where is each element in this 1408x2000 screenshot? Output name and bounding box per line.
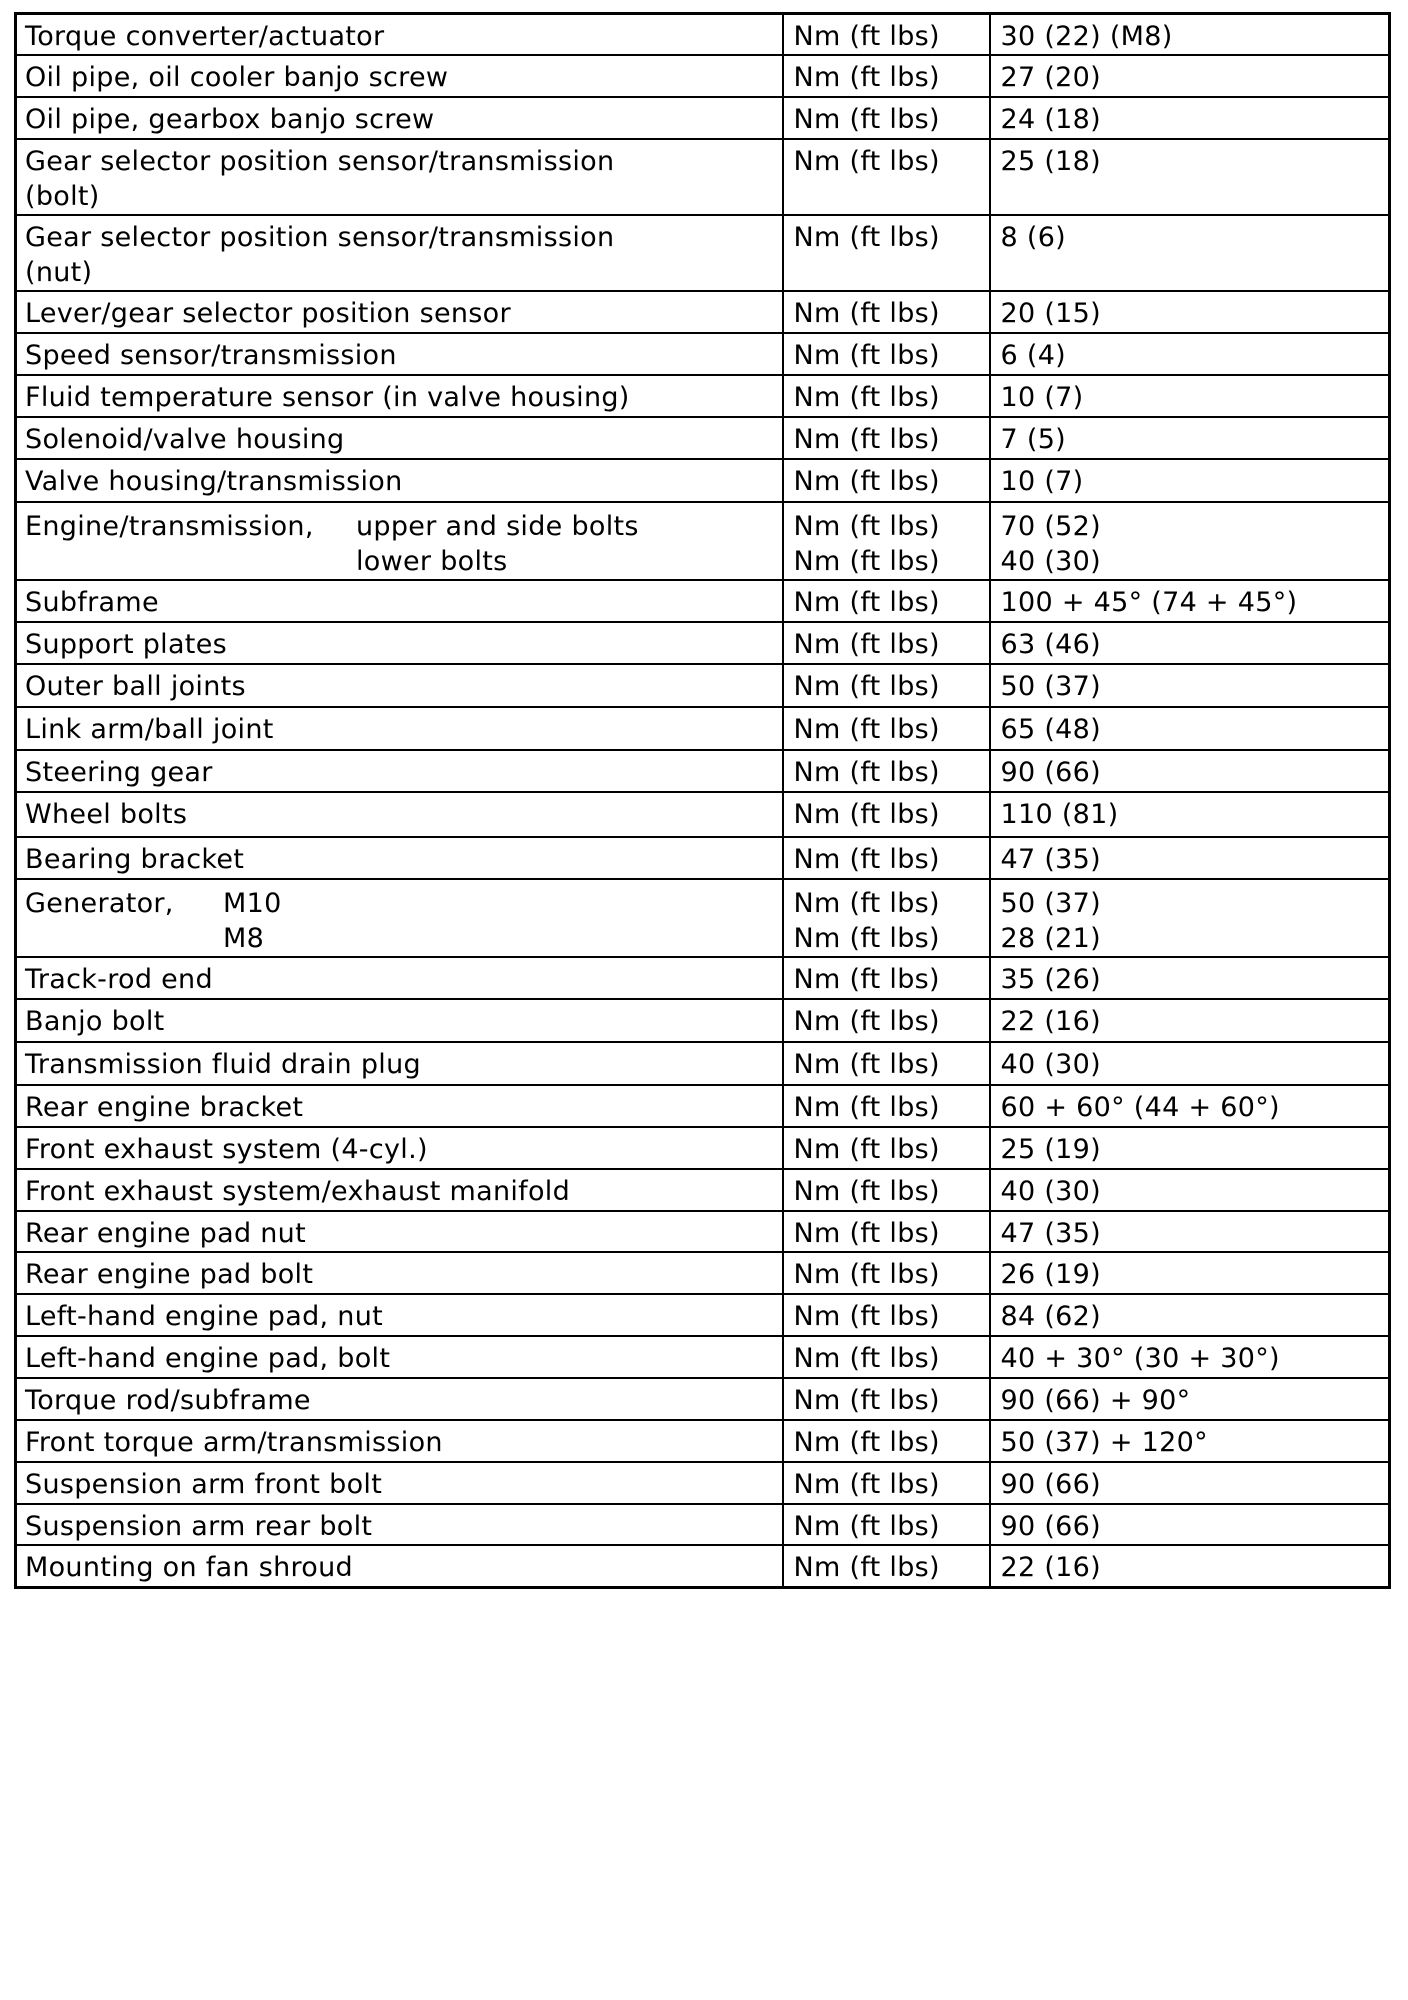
unit-label: Nm (ft lbs) — [793, 104, 940, 135]
unit-cell — [783, 1545, 990, 1587]
torque-value-cell — [990, 1545, 1390, 1587]
unit-label: Nm (ft lbs) — [793, 1092, 940, 1123]
torque-value-cell — [990, 1211, 1390, 1252]
unit-label: Nm (ft lbs) — [793, 466, 940, 497]
torque-value: 26 (19) — [1000, 1259, 1101, 1290]
table-row — [16, 459, 1390, 502]
table-row — [16, 1294, 1390, 1336]
torque-value-cell — [990, 459, 1390, 502]
torque-value: 70 (52) — [1000, 511, 1101, 542]
part-label: Oil pipe, oil cooler banjo screw — [25, 62, 449, 93]
unit-cell — [783, 215, 990, 291]
part-label: Mounting on fan shroud — [25, 1552, 353, 1583]
table-row — [16, 1545, 1390, 1587]
table-row — [16, 139, 1390, 215]
part-label: (nut) — [25, 257, 93, 288]
part-cell — [16, 291, 783, 333]
part-sub-label: lower bolts — [356, 546, 508, 577]
unit-label: Nm (ft lbs) — [793, 1218, 940, 1249]
unit-cell — [783, 1504, 990, 1545]
torque-value-cell — [990, 1252, 1390, 1294]
table-row — [16, 55, 1390, 97]
torque-value: 90 (66) — [1000, 1469, 1101, 1500]
table-row — [16, 417, 1390, 459]
torque-value: 24 (18) — [1000, 104, 1101, 135]
torque-value-cell — [990, 1336, 1390, 1378]
torque-spec-table — [14, 12, 1391, 1589]
part-label: Suspension arm rear bolt — [25, 1511, 373, 1542]
table-row — [16, 957, 1390, 999]
unit-label: Nm (ft lbs) — [793, 844, 940, 875]
torque-table-body — [16, 14, 1390, 1588]
torque-value: 84 (62) — [1000, 1301, 1101, 1332]
part-cell — [16, 879, 783, 957]
part-label: Rear engine pad nut — [25, 1218, 306, 1249]
torque-value-cell — [990, 1378, 1390, 1420]
unit-cell — [783, 957, 990, 999]
table-row — [16, 792, 1390, 837]
table-row — [16, 622, 1390, 664]
unit-label: Nm (ft lbs) — [793, 1176, 940, 1207]
torque-value-cell — [990, 291, 1390, 333]
table-row — [16, 664, 1390, 707]
part-cell — [16, 957, 783, 999]
part-label: Transmission fluid drain plug — [25, 1049, 421, 1080]
torque-value-cell — [990, 792, 1390, 837]
unit-cell — [783, 1420, 990, 1462]
unit-cell — [783, 1127, 990, 1169]
torque-value: 40 + 30° (30 + 30°) — [1000, 1343, 1280, 1374]
torque-value: 27 (20) — [1000, 62, 1101, 93]
unit-label: Nm (ft lbs) — [793, 1049, 940, 1080]
part-label: Left-hand engine pad, bolt — [25, 1343, 391, 1374]
part-cell — [16, 1420, 783, 1462]
unit-label: Nm (ft lbs) — [793, 1469, 940, 1500]
table-row — [16, 97, 1390, 139]
part-cell — [16, 1378, 783, 1420]
unit-label: Nm (ft lbs) — [793, 888, 940, 919]
part-cell — [16, 1504, 783, 1545]
unit-label: Nm (ft lbs) — [793, 1006, 940, 1037]
part-label: Wheel bolts — [25, 799, 188, 830]
part-label: Solenoid/valve housing — [25, 424, 345, 455]
part-cell — [16, 1545, 783, 1587]
table-row — [16, 1211, 1390, 1252]
unit-cell — [783, 1085, 990, 1127]
unit-label: Nm (ft lbs) — [793, 1385, 940, 1416]
part-cell — [16, 1462, 783, 1504]
torque-value-cell — [990, 707, 1390, 750]
part-cell — [16, 707, 783, 750]
unit-label: Nm (ft lbs) — [793, 1511, 940, 1542]
torque-value-cell — [990, 215, 1390, 291]
part-label: Steering gear — [25, 757, 213, 788]
unit-cell — [783, 750, 990, 792]
torque-value: 10 (7) — [1000, 466, 1084, 497]
table-row — [16, 1169, 1390, 1211]
torque-value-cell — [990, 1504, 1390, 1545]
unit-label: Nm (ft lbs) — [793, 587, 940, 618]
torque-value: 90 (66) + 90° — [1000, 1385, 1191, 1416]
part-cell — [16, 55, 783, 97]
torque-value: 47 (35) — [1000, 1218, 1101, 1249]
part-cell — [16, 664, 783, 707]
part-label: Left-hand engine pad, nut — [25, 1301, 383, 1332]
torque-value-cell — [990, 97, 1390, 139]
table-row — [16, 580, 1390, 622]
part-main-label: Generator, — [25, 888, 174, 919]
unit-cell — [783, 879, 990, 957]
part-label: Lever/gear selector position sensor — [25, 298, 511, 329]
torque-value: 40 (30) — [1000, 1176, 1101, 1207]
unit-cell — [783, 707, 990, 750]
part-label: Front torque arm/transmission — [25, 1427, 443, 1458]
unit-label: Nm (ft lbs) — [793, 1343, 940, 1374]
part-cell — [16, 1336, 783, 1378]
part-label: Fluid temperature sensor (in valve housing) — [25, 382, 630, 413]
table-row — [16, 14, 1390, 56]
torque-value: 10 (7) — [1000, 382, 1084, 413]
unit-label: Nm (ft lbs) — [793, 424, 940, 455]
part-label: Outer ball joints — [25, 671, 246, 702]
unit-label: Nm (ft lbs) — [793, 1301, 940, 1332]
torque-value-cell — [990, 333, 1390, 375]
unit-label: Nm (ft lbs) — [793, 62, 940, 93]
part-label: Speed sensor/transmission — [25, 340, 397, 371]
table-row — [16, 1378, 1390, 1420]
table-row — [16, 999, 1390, 1042]
torque-value-cell — [990, 622, 1390, 664]
torque-value-cell — [990, 1420, 1390, 1462]
torque-value-cell — [990, 837, 1390, 879]
unit-cell — [783, 375, 990, 417]
unit-cell — [783, 1336, 990, 1378]
torque-value: 40 (30) — [1000, 1049, 1101, 1080]
table-row — [16, 1085, 1390, 1127]
torque-value-cell — [990, 1042, 1390, 1085]
part-cell — [16, 1211, 783, 1252]
part-cell — [16, 333, 783, 375]
unit-label: Nm (ft lbs) — [793, 1134, 940, 1165]
unit-label: Nm (ft lbs) — [793, 1427, 940, 1458]
torque-value: 30 (22) (M8) — [1000, 21, 1173, 52]
torque-value: 22 (16) — [1000, 1552, 1101, 1583]
unit-label: Nm (ft lbs) — [793, 964, 940, 995]
torque-value: 7 (5) — [1000, 424, 1067, 455]
part-label: Gear selector position sensor/transmission — [25, 146, 615, 177]
part-cell — [16, 417, 783, 459]
torque-value: 47 (35) — [1000, 844, 1101, 875]
torque-value: 22 (16) — [1000, 1006, 1101, 1037]
part-cell — [16, 459, 783, 502]
unit-label: Nm (ft lbs) — [793, 1259, 940, 1290]
part-cell — [16, 97, 783, 139]
unit-label: Nm (ft lbs) — [793, 222, 940, 253]
unit-cell — [783, 55, 990, 97]
torque-value: 60 + 60° (44 + 60°) — [1000, 1092, 1280, 1123]
part-cell — [16, 750, 783, 792]
table-row — [16, 502, 1390, 580]
part-cell — [16, 1127, 783, 1169]
part-cell — [16, 622, 783, 664]
table-row — [16, 1252, 1390, 1294]
part-cell — [16, 14, 783, 56]
unit-cell — [783, 502, 990, 580]
part-label: Gear selector position sensor/transmission — [25, 222, 615, 253]
table-row — [16, 291, 1390, 333]
unit-cell — [783, 1378, 990, 1420]
torque-value: 63 (46) — [1000, 629, 1101, 660]
part-cell — [16, 1042, 783, 1085]
unit-label: Nm (ft lbs) — [793, 923, 940, 954]
unit-label: Nm (ft lbs) — [793, 757, 940, 788]
torque-value-cell — [990, 999, 1390, 1042]
torque-value-cell — [990, 1462, 1390, 1504]
torque-value: 40 (30) — [1000, 546, 1101, 577]
torque-value-cell — [990, 417, 1390, 459]
part-label: Rear engine pad bolt — [25, 1259, 314, 1290]
unit-cell — [783, 1211, 990, 1252]
part-label: Subframe — [25, 587, 159, 618]
table-row — [16, 837, 1390, 879]
torque-value: 90 (66) — [1000, 1511, 1101, 1542]
unit-cell — [783, 417, 990, 459]
part-label: (bolt) — [25, 181, 100, 212]
unit-label: Nm (ft lbs) — [793, 382, 940, 413]
torque-value-cell — [990, 879, 1390, 957]
part-label: Torque rod/subframe — [25, 1385, 311, 1416]
part-sub-list — [223, 886, 282, 956]
unit-cell — [783, 1169, 990, 1211]
torque-value: 50 (37) + 120° — [1000, 1427, 1208, 1458]
torque-value-cell — [990, 664, 1390, 707]
part-label: Oil pipe, gearbox banjo screw — [25, 104, 435, 135]
part-main-label: Engine/transmission, — [25, 511, 314, 542]
unit-label: Nm (ft lbs) — [793, 714, 940, 745]
table-row — [16, 879, 1390, 957]
torque-value: 110 (81) — [1000, 799, 1119, 830]
unit-label: Nm (ft lbs) — [793, 298, 940, 329]
part-cell — [16, 837, 783, 879]
unit-cell — [783, 580, 990, 622]
torque-value: 20 (15) — [1000, 298, 1101, 329]
part-sub-label: upper and side bolts — [356, 511, 639, 542]
unit-label: Nm (ft lbs) — [793, 146, 940, 177]
part-label: Valve housing/transmission — [25, 466, 403, 497]
unit-cell — [783, 999, 990, 1042]
part-sub-list — [356, 509, 639, 579]
torque-value: 100 + 45° (74 + 45°) — [1000, 587, 1298, 618]
table-row — [16, 1504, 1390, 1545]
unit-cell — [783, 333, 990, 375]
torque-value-cell — [990, 55, 1390, 97]
part-label: Torque converter/actuator — [25, 21, 385, 52]
part-cell — [16, 1085, 783, 1127]
unit-label: Nm (ft lbs) — [793, 546, 940, 577]
table-row — [16, 1336, 1390, 1378]
table-row — [16, 707, 1390, 750]
torque-value: 8 (6) — [1000, 222, 1067, 253]
unit-label: Nm (ft lbs) — [793, 340, 940, 371]
torque-value-cell — [990, 375, 1390, 417]
unit-cell — [783, 14, 990, 56]
torque-value-cell — [990, 1169, 1390, 1211]
unit-cell — [783, 459, 990, 502]
torque-value: 50 (37) — [1000, 888, 1101, 919]
part-group — [25, 509, 774, 579]
part-cell — [16, 375, 783, 417]
part-cell — [16, 1252, 783, 1294]
unit-label: Nm (ft lbs) — [793, 629, 940, 660]
unit-cell — [783, 664, 990, 707]
unit-cell — [783, 1252, 990, 1294]
torque-value-cell — [990, 139, 1390, 215]
table-row — [16, 1127, 1390, 1169]
torque-value-cell — [990, 14, 1390, 56]
torque-value-cell — [990, 1085, 1390, 1127]
part-cell — [16, 215, 783, 291]
table-row — [16, 1042, 1390, 1085]
part-group — [25, 886, 774, 956]
part-sub-label: M8 — [223, 923, 265, 954]
part-label: Link arm/ball joint — [25, 714, 274, 745]
part-sub-label: M10 — [223, 888, 282, 919]
torque-value-cell — [990, 1127, 1390, 1169]
torque-value: 65 (48) — [1000, 714, 1101, 745]
part-label: Rear engine bracket — [25, 1092, 304, 1123]
unit-cell — [783, 837, 990, 879]
torque-value-cell — [990, 580, 1390, 622]
part-label: Bearing bracket — [25, 844, 245, 875]
torque-value-cell — [990, 1294, 1390, 1336]
table-row — [16, 1420, 1390, 1462]
torque-value: 50 (37) — [1000, 671, 1101, 702]
unit-cell — [783, 792, 990, 837]
torque-value: 25 (18) — [1000, 146, 1101, 177]
unit-label: Nm (ft lbs) — [793, 799, 940, 830]
unit-label: Nm (ft lbs) — [793, 671, 940, 702]
torque-value-cell — [990, 750, 1390, 792]
torque-value: 25 (19) — [1000, 1134, 1101, 1165]
unit-cell — [783, 1462, 990, 1504]
table-row — [16, 1462, 1390, 1504]
unit-cell — [783, 1042, 990, 1085]
table-row — [16, 750, 1390, 792]
torque-value: 6 (4) — [1000, 340, 1067, 371]
unit-cell — [783, 1294, 990, 1336]
torque-value: 90 (66) — [1000, 757, 1101, 788]
unit-cell — [783, 97, 990, 139]
unit-cell — [783, 291, 990, 333]
part-cell — [16, 580, 783, 622]
table-row — [16, 375, 1390, 417]
part-cell — [16, 1294, 783, 1336]
torque-value: 28 (21) — [1000, 923, 1101, 954]
unit-label: Nm (ft lbs) — [793, 511, 940, 542]
part-label: Front exhaust system (4-cyl.) — [25, 1134, 428, 1165]
unit-label: Nm (ft lbs) — [793, 1552, 940, 1583]
unit-cell — [783, 622, 990, 664]
part-label: Suspension arm front bolt — [25, 1469, 383, 1500]
torque-value-cell — [990, 957, 1390, 999]
part-cell — [16, 502, 783, 580]
torque-value: 35 (26) — [1000, 964, 1101, 995]
torque-value-cell — [990, 502, 1390, 580]
part-label: Support plates — [25, 629, 227, 660]
part-cell — [16, 792, 783, 837]
part-label: Front exhaust system/exhaust manifold — [25, 1176, 571, 1207]
part-label: Banjo bolt — [25, 1006, 165, 1037]
table-row — [16, 333, 1390, 375]
unit-label: Nm (ft lbs) — [793, 21, 940, 52]
unit-cell — [783, 139, 990, 215]
part-cell — [16, 1169, 783, 1211]
part-cell — [16, 139, 783, 215]
part-label: Track-rod end — [25, 964, 213, 995]
part-cell — [16, 999, 783, 1042]
table-row — [16, 215, 1390, 291]
